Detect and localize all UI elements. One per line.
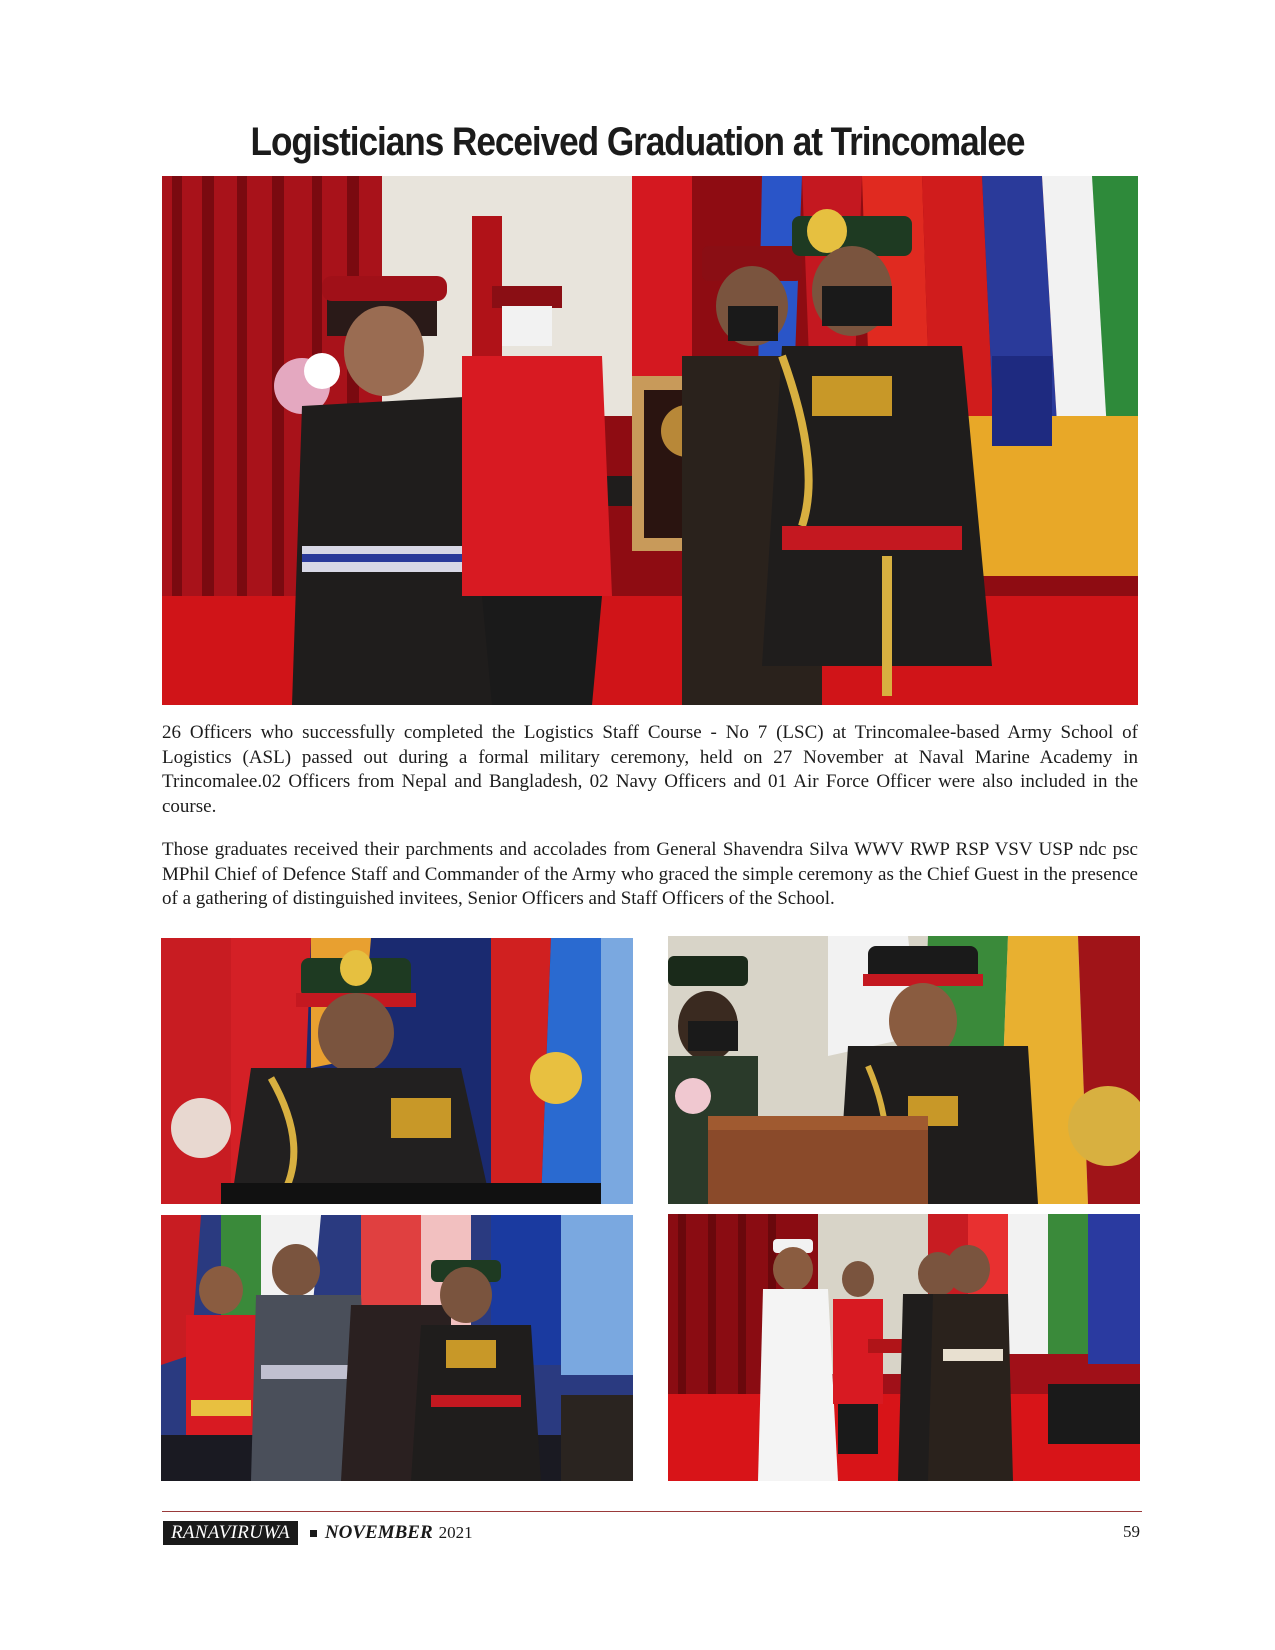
issue-year: 2021 <box>438 1523 473 1542</box>
publication-name: RANAVIRUWA <box>163 1521 298 1545</box>
issue-month: NOVEMBER <box>324 1522 433 1543</box>
page-number: 59 <box>1123 1522 1140 1541</box>
footer-bullet <box>310 1530 317 1537</box>
photo-salute-exchange <box>161 1215 633 1481</box>
footer-divider <box>162 1511 1142 1512</box>
main-photo-plaque-presentation <box>162 176 1138 705</box>
photo-chief-guest-address <box>161 938 633 1204</box>
footer <box>163 1520 473 1546</box>
article-paragraph-2: Those graduates received their parchments and accolades from General Shavendra Silva WWV RWP RSP VSV USP ndc psc MPhil Chief of Defence Staff and Commander of the Army who graced the simple ceremony as the Chief Guest in the presence of a gathering of distinguished invitees, Senior Officers and Staff Officers of the School. <box>162 839 1138 909</box>
photo-navy-officer-award <box>668 1214 1140 1481</box>
article-paragraph-1: 26 Officers who successfully completed the Logistics Staff Course - No 7 (LSC) at Trincomalee-based Army School of Logistics (ASL) passed out during a formal military ceremony, held on 27 November at Naval Marine Academy in Trincomalee.02 Officers from Nepal and Bangladesh, 02 Navy Officers and 01 Air Force Officer were also included in the course. <box>162 722 1138 817</box>
article-title: Logisticians Received Graduation at Trincomalee <box>250 120 1025 164</box>
photo-officer-at-lectern <box>668 936 1140 1204</box>
